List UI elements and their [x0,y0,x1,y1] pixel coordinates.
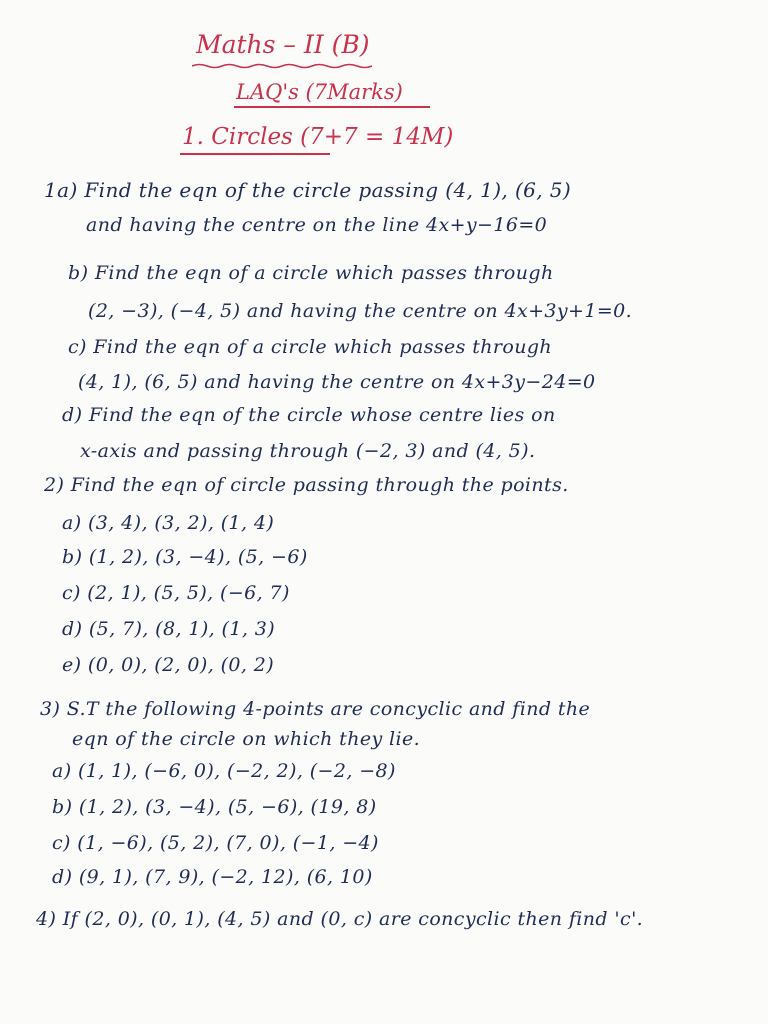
subject-title: Maths – II (B) [196,30,370,59]
question-3b: b) (1, 2), (3, −4), (5, −6), (19, 8) [52,796,377,818]
question-3a: a) (1, 1), (−6, 0), (−2, 2), (−2, −8) [52,760,396,782]
question-3d: d) (9, 1), (7, 9), (−2, 12), (6, 10) [52,866,373,888]
question-1c-line-2: (4, 1), (6, 5) and having the centre on 4x+3y−24=0 [78,371,596,393]
question-1d-line-1: d) Find the eqn of the circle whose centre lies on [62,404,556,426]
question-3c: c) (1, −6), (5, 2), (7, 0), (−1, −4) [52,832,379,854]
question-2c: c) (2, 1), (5, 5), (−6, 7) [62,582,290,604]
subject-wavy-underline [192,63,372,69]
chapter-underline [180,153,330,155]
question-1d-line-2: x-axis and passing through (−2, 3) and (4, 5). [80,440,536,462]
question-1b-line-2: (2, −3), (−4, 5) and having the centre on 4x+3y+1=0. [88,300,633,322]
question-3-prompt-line-2: eqn of the circle on which they lie. [72,728,421,750]
question-2e: e) (0, 0), (2, 0), (0, 2) [62,654,275,676]
question-1c-line-1: c) Find the eqn of a circle which passes through [68,336,553,358]
question-1b-line-1: b) Find the eqn of a circle which passes through [68,262,554,284]
question-2b: b) (1, 2), (3, −4), (5, −6) [62,546,308,568]
question-2a: a) (3, 4), (3, 2), (1, 4) [62,512,275,534]
subtitle-underline [234,106,430,108]
chapter-title: 1. Circles (7+7 = 14M) [182,124,454,150]
question-3-prompt-line-1: 3) S.T the following 4-points are concyclic and find the [40,698,591,720]
question-4: 4) If (2, 0), (0, 1), (4, 5) and (0, c) are concyclic then find 'c'. [36,908,644,930]
question-2d: d) (5, 7), (8, 1), (1, 3) [62,618,276,640]
question-1a-line-2: and having the centre on the line 4x+y−16=0 [86,214,548,236]
question-1a-line-1: 1a) Find the eqn of the circle passing (4, 1), (6, 5) [44,178,572,202]
question-2-prompt: 2) Find the eqn of circle passing through the points. [44,474,569,496]
laq-subtitle: LAQ's (7Marks) [236,80,403,104]
